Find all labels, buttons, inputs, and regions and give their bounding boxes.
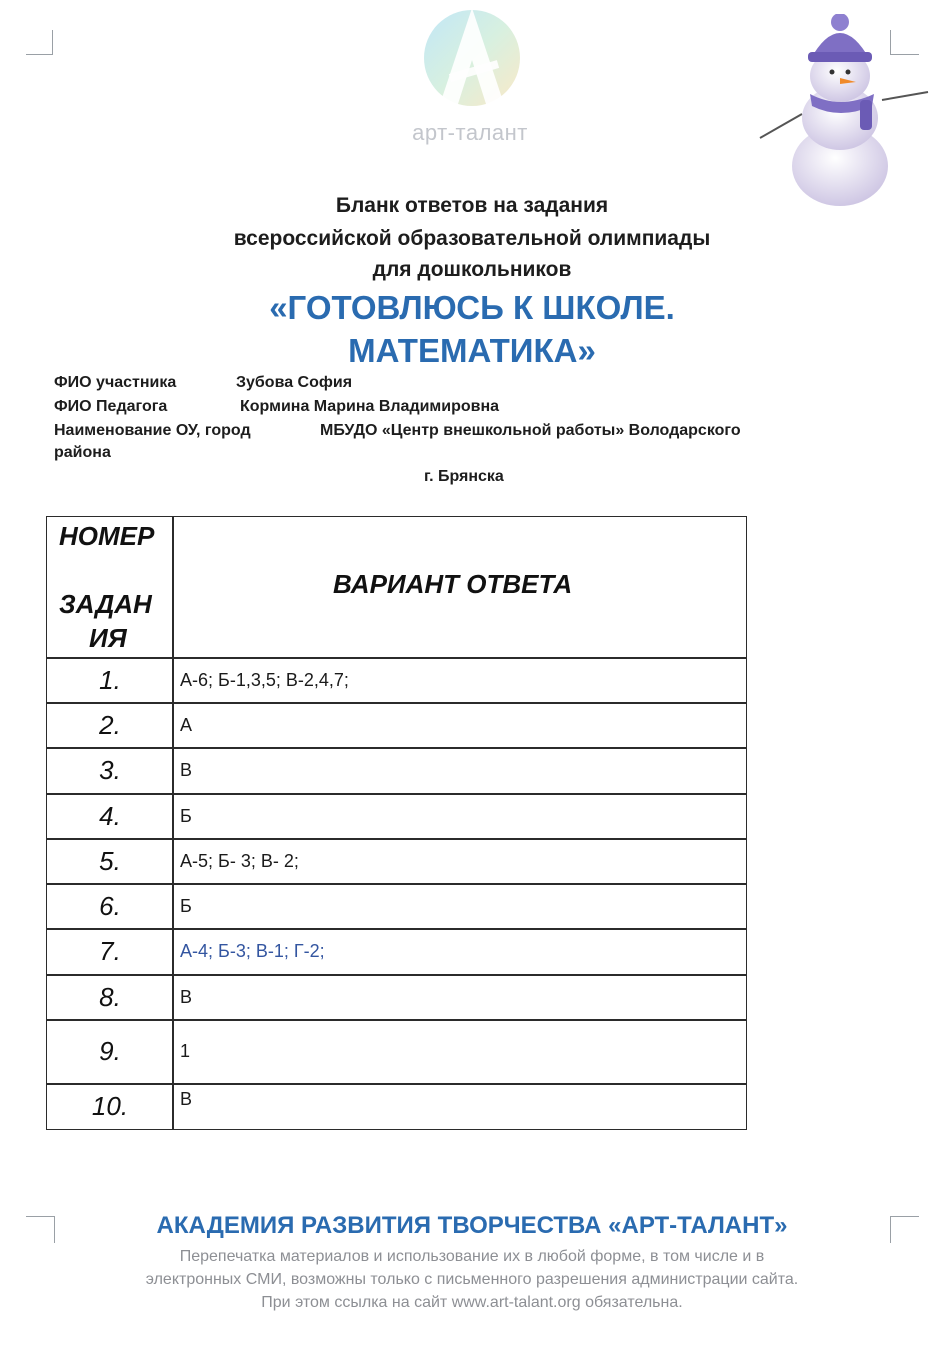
header-answer-word: ВАРИАНТ ОТВЕТА xyxy=(333,569,573,599)
teacher-name: Кормина Марина Владимировна xyxy=(240,398,500,415)
task-number-cell: 4. xyxy=(46,793,174,840)
table-header-task-number xyxy=(46,516,174,659)
logo-caption: арт-талант xyxy=(412,120,528,145)
footer-academy-title: АКАДЕМИЯ РАЗВИТИЯ ТВОРЧЕСТВА «АРТ-ТАЛАНТ» xyxy=(156,1212,788,1239)
task-number-cell: 1. xyxy=(46,657,174,704)
answer-cell: В xyxy=(172,1083,747,1130)
task-number-cell: 8. xyxy=(46,974,174,1021)
header-task-word-part-1: ЗАДАН xyxy=(59,589,152,619)
answer-cell: А-6; Б-1,3,5; В-2,4,7; xyxy=(172,657,747,704)
answer-cell: А-5; Б- 3; В- 2; xyxy=(172,838,747,885)
answer-cell: Б xyxy=(172,793,747,840)
organization-name: МБУДО «Центр внешкольной работы» Володарского xyxy=(320,422,741,439)
teacher-label: ФИО Педагога xyxy=(54,398,168,415)
answer-cell: Б xyxy=(172,883,747,930)
participant-name: Зубова София xyxy=(236,374,353,391)
header-task-word-part-2: ИЯ xyxy=(89,623,127,653)
footer-note-line-2: электронных СМИ, возможны только с письменного разрешения администрации сайта. xyxy=(145,1271,799,1288)
answer-cell: А xyxy=(172,702,747,749)
answers-table xyxy=(46,516,747,1130)
task-number-cell: 7. xyxy=(46,928,174,976)
answer-cell: 1 xyxy=(172,1019,747,1085)
header-number-word: НОМЕР xyxy=(59,521,155,551)
participant-label: ФИО участника xyxy=(54,374,177,391)
footer-note-line-1: Перепечатка материалов и использование их в любой форме, в том числе и в xyxy=(179,1248,765,1265)
organization-city: г. Брянска xyxy=(424,468,504,485)
answer-cell: В xyxy=(172,747,747,795)
table-header-answer xyxy=(172,516,747,659)
olympiad-title-line-1: «ГОТОВЛЮСЬ К ШКОЛЕ. xyxy=(269,289,675,326)
header-line-2: всероссийской образовательной олимпиады xyxy=(233,227,711,250)
corner-mark-top-left xyxy=(26,30,53,55)
snowman-icon xyxy=(752,14,932,214)
task-number-cell: 10. xyxy=(46,1083,174,1130)
task-number-cell: 2. xyxy=(46,702,174,749)
olympiad-title-line-2: МАТЕМАТИКА» xyxy=(348,332,596,369)
task-number-cell: 5. xyxy=(46,838,174,885)
header-line-1: Бланк ответов на задания xyxy=(335,194,609,217)
header-line-3: для дошкольников xyxy=(372,258,572,281)
task-number-cell: 3. xyxy=(46,747,174,795)
organization-label: Наименование ОУ, город xyxy=(54,422,251,439)
task-number-cell: 6. xyxy=(46,883,174,930)
answer-cell: А-4; Б-3; В-1; Г-2; xyxy=(172,928,747,976)
organization-name-continued: района xyxy=(54,444,111,461)
task-number-cell: 9. xyxy=(46,1019,174,1085)
answer-cell: В xyxy=(172,974,747,1021)
footer-note-line-3: При этом ссылка на сайт www.art-talant.org обязательна. xyxy=(261,1294,683,1311)
